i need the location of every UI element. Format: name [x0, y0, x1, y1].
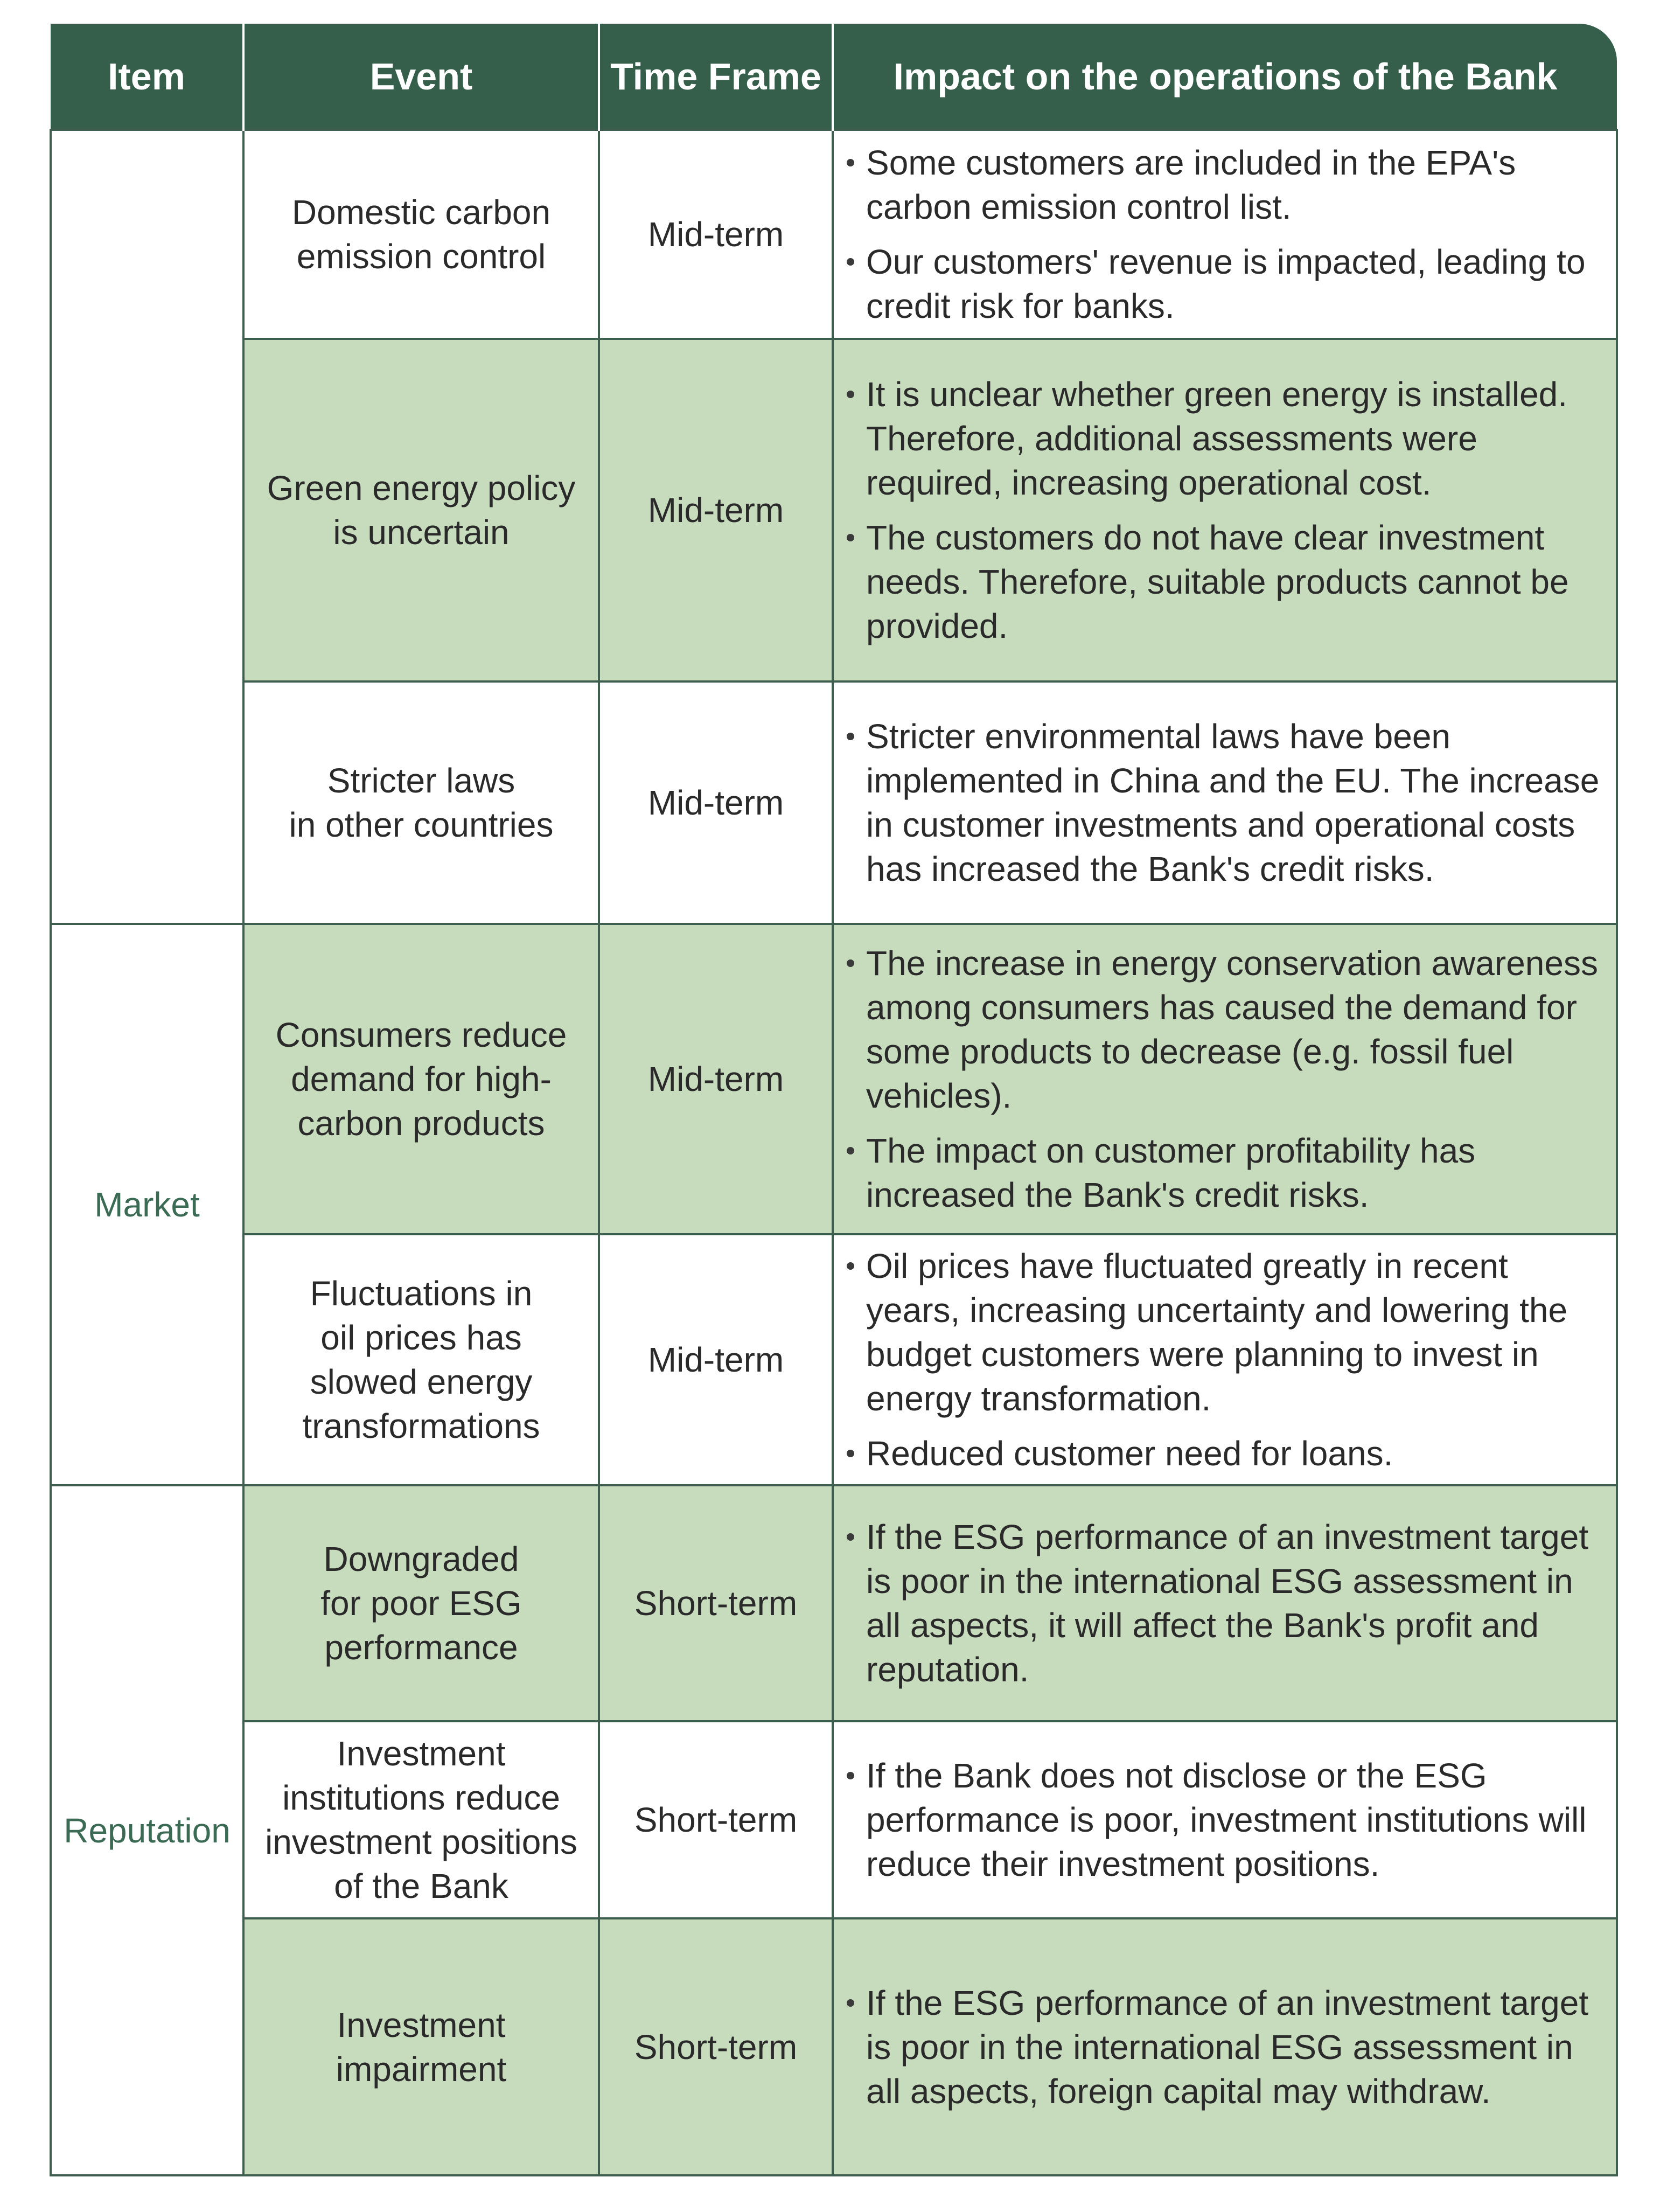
- impact-bullet: If the Bank does not disclose or the ESG performance is poor, investment institutions will reduce their investment positions.: [866, 1754, 1605, 1886]
- event-text: Consumers reduce demand for high- carbon products: [275, 1015, 567, 1143]
- impact-bullet: Our customers' revenue is impacted, leading to credit risk for banks.: [866, 240, 1605, 328]
- time-frame-cell: Short-term: [599, 1918, 833, 2175]
- impact-bullet: Stricter environmental laws have been implemented in China and the EU. The increase in customer investments and operational costs has increased the Bank's credit risks.: [866, 714, 1605, 891]
- event-cell: [243, 1721, 599, 1918]
- time-frame-cell: Short-term: [599, 1485, 833, 1721]
- table-row: [51, 1485, 1617, 1721]
- risk-table: [50, 24, 1618, 2176]
- table-row: [51, 1721, 1617, 1918]
- event-cell: [243, 1918, 599, 2175]
- event-cell: [243, 1485, 599, 1721]
- event-text: Investment impairment: [336, 2005, 507, 2089]
- header-item: Item: [51, 24, 243, 130]
- event-text: Investment institutions reduce investment positions of the Bank: [265, 1734, 577, 1905]
- event-cell: [243, 130, 599, 339]
- event-text: Domestic carbon emission control: [291, 193, 551, 276]
- header-time-frame: Time Frame: [599, 24, 833, 130]
- event-text: Fluctuations in oil prices has slowed energy transformations: [302, 1274, 540, 1445]
- impact-cell: [833, 130, 1617, 339]
- header-event: Event: [243, 24, 599, 130]
- time-frame-cell: Mid-term: [599, 130, 833, 339]
- event-text: Green energy policy is uncertain: [267, 469, 576, 552]
- time-frame-cell: Mid-term: [599, 924, 833, 1234]
- impact-bullet: If the ESG performance of an investment target is poor in the international ESG assessment in all aspects, foreign capital may withdraw.: [866, 1981, 1605, 2113]
- impact-cell: [833, 681, 1617, 924]
- time-frame-cell: Mid-term: [599, 1234, 833, 1485]
- table-row: [51, 1918, 1617, 2175]
- item-cell-policy: [51, 130, 243, 924]
- impact-bullet: If the ESG performance of an investment target is poor in the international ESG assessment in all aspects, it will affect the Bank's profit and reputation.: [866, 1515, 1605, 1692]
- impact-bullet: The impact on customer profitability has increased the Bank's credit risks.: [866, 1129, 1605, 1217]
- time-frame-cell: Short-term: [599, 1721, 833, 1918]
- impact-bullet: The increase in energy conservation awareness among consumers has caused the demand for some products to decrease (e.g. fossil fuel vehicles).: [866, 941, 1605, 1118]
- impact-bullet: Reduced customer need for loans.: [866, 1431, 1605, 1476]
- time-frame-cell: Mid-term: [599, 681, 833, 924]
- table-row: [51, 130, 1617, 339]
- impact-bullet: Oil prices have fluctuated greatly in recent years, increasing uncertainty and lowering the budget customers were planning to invest in energy transformation.: [866, 1244, 1605, 1421]
- table-header-row: [51, 24, 1617, 130]
- event-cell: [243, 339, 599, 681]
- table-row: [51, 681, 1617, 924]
- event-cell: [243, 924, 599, 1234]
- event-cell: [243, 1234, 599, 1485]
- impact-cell: [833, 924, 1617, 1234]
- impact-bullet: The customers do not have clear investment needs. Therefore, suitable products cannot be provided.: [866, 516, 1605, 648]
- event-cell: [243, 681, 599, 924]
- impact-cell: [833, 339, 1617, 681]
- item-cell-reputation: Reputation: [51, 1485, 243, 2175]
- impact-cell: [833, 1721, 1617, 1918]
- time-frame-cell: Mid-term: [599, 339, 833, 681]
- impact-cell: [833, 1918, 1617, 2175]
- table-row: [51, 924, 1617, 1234]
- item-cell-market: Market: [51, 924, 243, 1485]
- impact-bullet: It is unclear whether green energy is installed. Therefore, additional assessments were required, increasing operational cost.: [866, 372, 1605, 505]
- impact-bullet: Some customers are included in the EPA's carbon emission control list.: [866, 141, 1605, 229]
- table-row: [51, 339, 1617, 681]
- impact-cell: [833, 1234, 1617, 1485]
- header-impact: Impact on the operations of the Bank: [833, 24, 1617, 130]
- impact-cell: [833, 1485, 1617, 1721]
- event-text: Downgraded for poor ESG performance: [320, 1540, 522, 1667]
- table-row: [51, 1234, 1617, 1485]
- event-text: Stricter laws in other countries: [289, 761, 554, 844]
